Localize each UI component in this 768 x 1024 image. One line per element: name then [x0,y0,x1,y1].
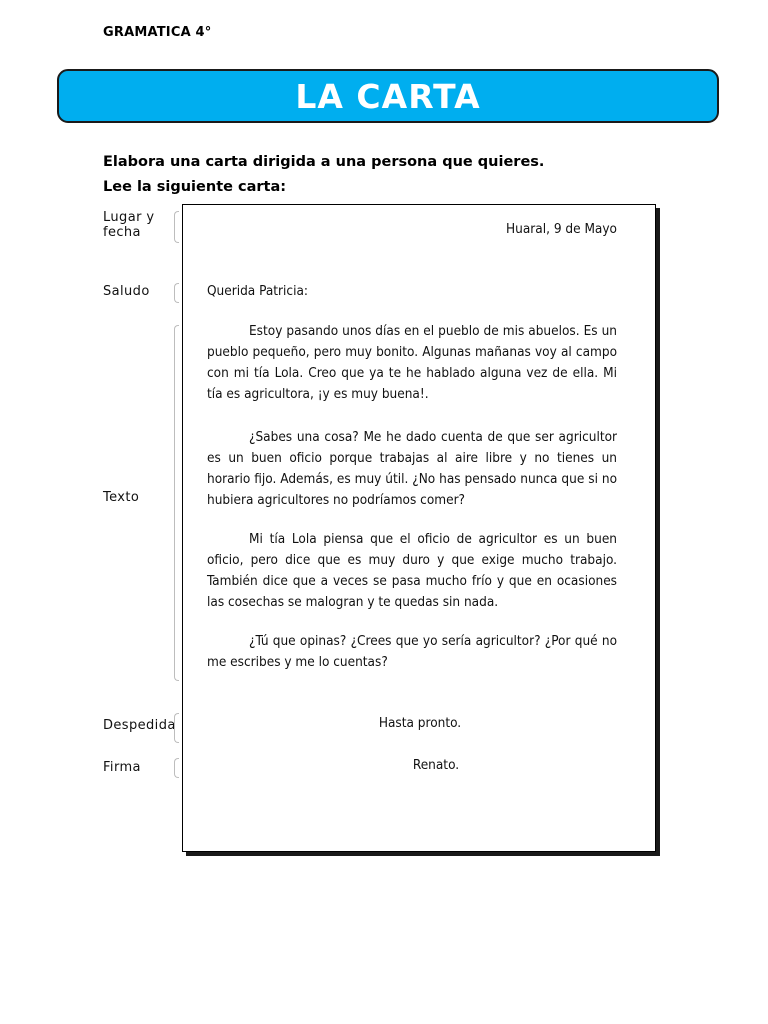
label-saludo: Saludo [103,284,150,299]
bracket-lugar-fecha [174,211,179,243]
label-lugar-fecha-line1: Lugar y [103,210,155,225]
letter-box [182,204,656,852]
label-firma: Firma [103,760,141,775]
subject-header: GRAMATICA 4° [103,25,212,40]
bracket-despedida [174,713,179,743]
label-lugar-fecha-line2: fecha [103,225,141,240]
letter-greeting: Querida Patricia: [207,283,308,299]
page-title: LA CARTA [295,76,481,116]
letter-paragraph: Estoy pasando unos días en el pueblo de mis abuelos. Es un pueblo pequeño, pero muy bonito. Algunas mañanas voy al campo con mi tía Lola. Creo que ya te he hablado alguna vez de ella. Mi tía es agricultora, ¡y es muy buena!. [207,323,617,402]
instruction-write: Elabora una carta dirigida a una persona que quieres. [103,154,545,170]
letter-paragraph: Mi tía Lola piensa que el oficio de agricultor es un buen oficio, pero dice que es muy duro y que exige mucho trabajo. También dice que a veces se pasa mucho frío y que en ocasiones las cosechas se malogran y te quedas sin nada. [207,531,617,610]
title-banner [57,69,719,123]
letter-date: Huaral, 9 de Mayo [506,221,617,237]
bracket-texto [174,325,179,681]
bracket-saludo [174,283,179,303]
instruction-read: Lee la siguiente carta: [103,179,287,195]
letter-closing: Hasta pronto. [378,715,462,731]
letter-signature: Renato. [412,757,460,773]
bracket-firma [174,758,179,778]
label-texto: Texto [103,490,140,505]
label-despedida: Despedida [103,718,176,733]
label-lugar-fecha [103,210,154,240]
letter-paragraph: ¿Tú que opinas? ¿Crees que yo sería agricultor? ¿Por qué no me escribes y me lo cuentas? [207,633,617,670]
letter-paragraph: ¿Sabes una cosa? Me he dado cuenta de que ser agricultor es un buen oficio porque trabajas al aire libre y no tienes un horario fijo. Además, es muy útil. ¿No has pensado nunca que si no hubiera agricultores no podríamos comer? [207,429,617,508]
